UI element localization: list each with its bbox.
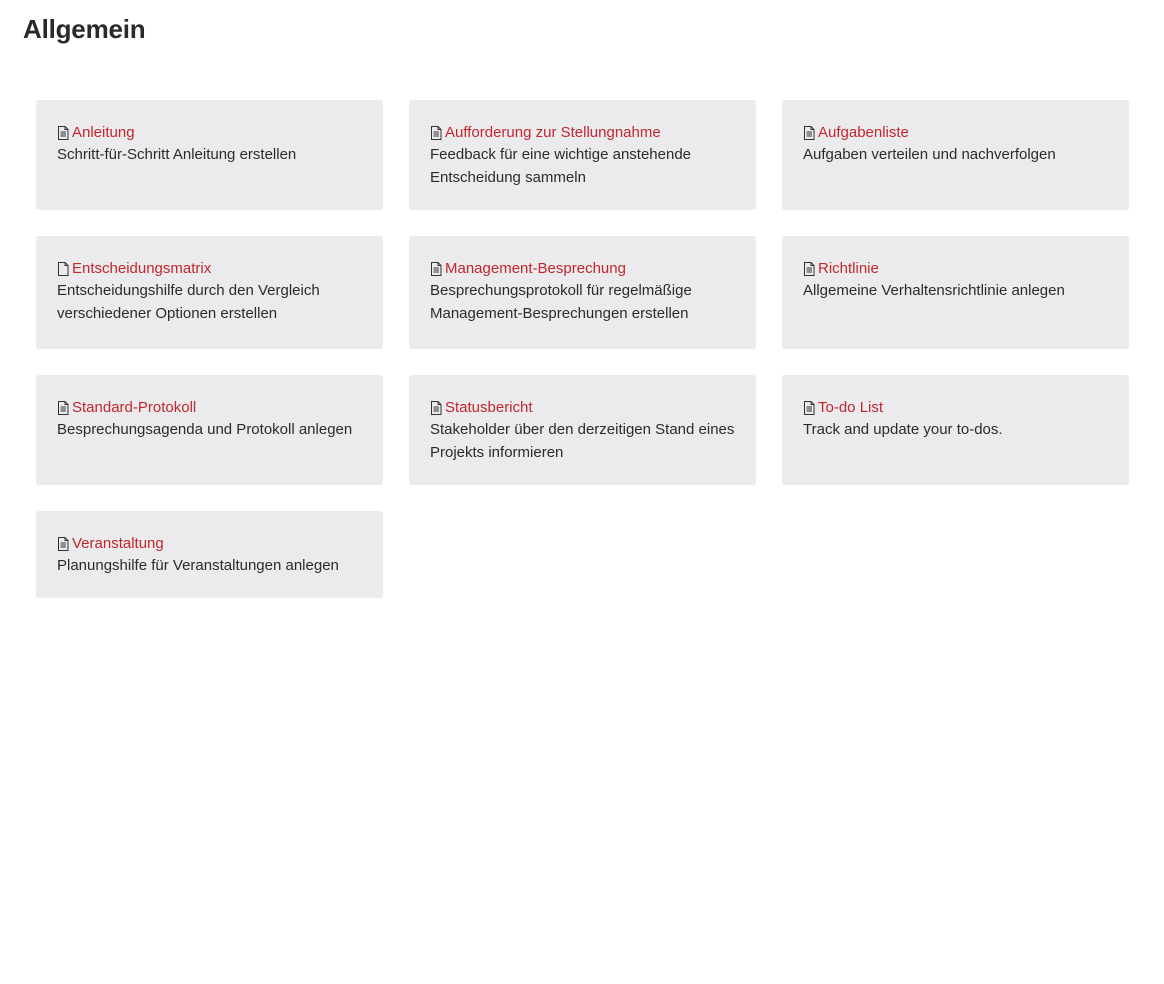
template-description: Allgemeine Verhaltensrichtlinie anlegen: [803, 282, 1065, 299]
card-title-row: [57, 398, 362, 418]
template-title-link[interactable]: To-do List: [818, 399, 884, 416]
template-title-link[interactable]: Aufforderung zur Stellungnahme: [445, 124, 661, 141]
template-card-aufforderung-zur-stellungnahme[interactable]: [409, 100, 756, 210]
page-title: Allgemein: [23, 14, 146, 44]
template-title-link[interactable]: Veranstaltung: [72, 535, 164, 552]
template-description: Schritt-für-Schritt Anleitung erstellen: [57, 146, 297, 163]
template-card-management-besprechung[interactable]: [409, 236, 756, 349]
document-text-icon: [57, 537, 69, 551]
template-description: Planungshilfe für Veranstaltungen anlegen: [57, 557, 339, 574]
template-card-richtlinie[interactable]: [782, 236, 1129, 349]
card-title-row: [57, 259, 362, 279]
card-title-row: [430, 259, 735, 279]
document-text-icon: [430, 401, 442, 415]
template-card-standard-protokoll[interactable]: [36, 375, 383, 485]
document-text-icon: [803, 126, 815, 140]
template-title-link[interactable]: Entscheidungsmatrix: [72, 260, 212, 277]
template-description: Besprechungsprotokoll für regelmäßige Management-Besprechungen erstellen: [430, 282, 692, 322]
card-title-row: [57, 123, 362, 143]
template-description: Feedback für eine wichtige anstehende Entscheidung sammeln: [430, 146, 692, 186]
template-title-link[interactable]: Aufgabenliste: [818, 124, 909, 141]
template-card-veranstaltung[interactable]: [36, 511, 383, 598]
template-description: Besprechungsagenda und Protokoll anlegen: [57, 421, 353, 438]
template-grid: [36, 100, 1129, 598]
template-card-entscheidungsmatrix[interactable]: [36, 236, 383, 349]
document-text-icon: [430, 262, 442, 276]
document-text-icon: [803, 401, 815, 415]
template-title-link[interactable]: Richtlinie: [818, 260, 879, 277]
document-text-icon: [57, 401, 69, 415]
document-text-icon: [57, 126, 69, 140]
template-description: Stakeholder über den derzeitigen Stand eines Projekts informieren: [430, 421, 735, 461]
card-title-row: [803, 259, 1108, 279]
template-card-statusbericht[interactable]: [409, 375, 756, 485]
template-description: Entscheidungshilfe durch den Vergleich verschiedener Optionen erstellen: [57, 282, 320, 322]
card-title-row: [430, 123, 735, 143]
template-card-anleitung[interactable]: [36, 100, 383, 210]
document-text-icon: [803, 262, 815, 276]
card-title-row: [57, 534, 362, 554]
template-description: Aufgaben verteilen und nachverfolgen: [803, 146, 1056, 163]
template-card-aufgabenliste[interactable]: [782, 100, 1129, 210]
template-card-to-do-list[interactable]: [782, 375, 1129, 485]
template-title-link[interactable]: Anleitung: [72, 124, 135, 141]
card-title-row: [803, 123, 1108, 143]
card-title-row: [430, 398, 735, 418]
template-description: Track and update your to-dos.: [803, 421, 1003, 438]
template-title-link[interactable]: Management-Besprechung: [445, 260, 626, 277]
document-text-icon: [430, 126, 442, 140]
template-title-link[interactable]: Statusbericht: [445, 399, 533, 416]
card-title-row: [803, 398, 1108, 418]
template-title-link[interactable]: Standard-Protokoll: [72, 399, 197, 416]
document-blank-icon: [57, 262, 69, 276]
